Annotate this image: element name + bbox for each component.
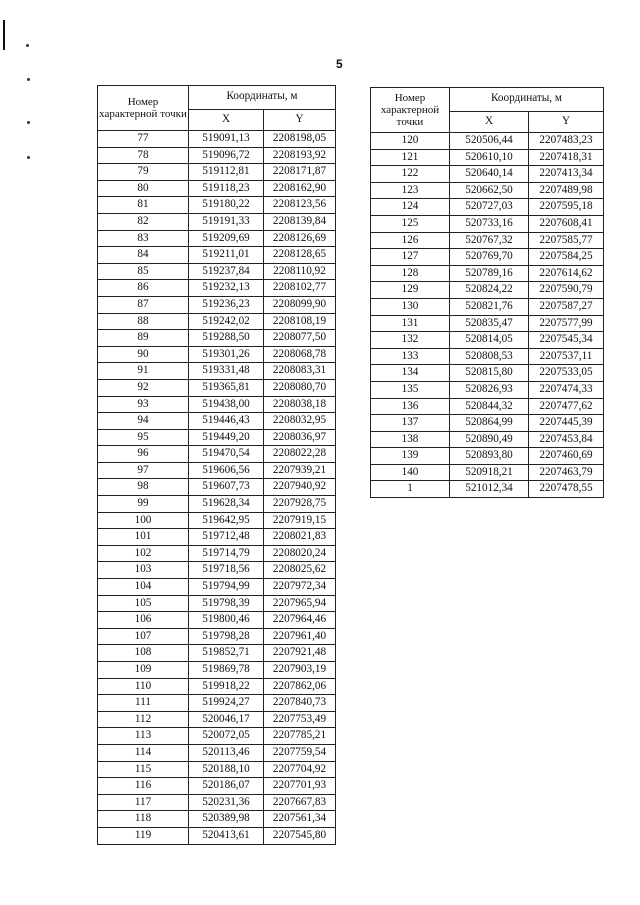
table-body-right xyxy=(371,133,604,498)
point-number-cell: 106 xyxy=(98,612,189,629)
table-row xyxy=(98,197,336,214)
table-row xyxy=(98,645,336,662)
table-row xyxy=(371,415,604,432)
point-number-cell: 131 xyxy=(371,315,450,332)
scan-margin-line xyxy=(3,20,5,50)
y-coordinate-cell: 2208123,56 xyxy=(264,197,336,214)
x-coordinate-cell: 520662,50 xyxy=(450,182,529,199)
x-coordinate-cell: 519718,56 xyxy=(189,562,264,579)
x-coordinate-cell: 519800,46 xyxy=(189,612,264,629)
y-coordinate-cell: 2207704,92 xyxy=(264,761,336,778)
x-coordinate-cell: 519798,28 xyxy=(189,628,264,645)
y-coordinate-cell: 2207533,05 xyxy=(529,365,604,382)
x-coordinate-cell: 519446,43 xyxy=(189,413,264,430)
x-coordinate-cell: 520918,21 xyxy=(450,464,529,481)
table-row xyxy=(98,247,336,264)
x-coordinate-cell: 519924,27 xyxy=(189,695,264,712)
x-coordinate-cell: 520727,03 xyxy=(450,199,529,216)
point-number-cell: 140 xyxy=(371,464,450,481)
table-row xyxy=(371,348,604,365)
table-row xyxy=(371,298,604,315)
y-coordinate-cell: 2207939,21 xyxy=(264,462,336,479)
x-coordinate-cell: 519118,23 xyxy=(189,180,264,197)
table-row xyxy=(98,761,336,778)
table-row xyxy=(371,232,604,249)
x-coordinate-cell: 520824,22 xyxy=(450,282,529,299)
y-coordinate-cell: 2208077,50 xyxy=(264,330,336,347)
y-coordinate-cell: 2208036,97 xyxy=(264,429,336,446)
point-number-cell: 118 xyxy=(98,811,189,828)
table-row xyxy=(371,199,604,216)
coordinates-table-left xyxy=(97,85,336,845)
point-number-cell: 102 xyxy=(98,545,189,562)
point-number-cell: 132 xyxy=(371,332,450,349)
point-number-cell: 120 xyxy=(371,133,450,150)
x-coordinate-cell: 519642,95 xyxy=(189,512,264,529)
y-coordinate-cell: 2207614,62 xyxy=(529,265,604,282)
table-row xyxy=(98,794,336,811)
y-coordinate-cell: 2208020,24 xyxy=(264,545,336,562)
table-row xyxy=(371,149,604,166)
y-coordinate-cell: 2207667,83 xyxy=(264,794,336,811)
x-coordinate-cell: 519301,26 xyxy=(189,346,264,363)
x-coordinate-cell: 519714,79 xyxy=(189,545,264,562)
x-coordinate-cell: 520413,61 xyxy=(189,827,264,844)
y-coordinate-cell: 2207477,62 xyxy=(529,398,604,415)
table-row xyxy=(98,662,336,679)
point-number-cell: 115 xyxy=(98,761,189,778)
y-coordinate-cell: 2207961,40 xyxy=(264,628,336,645)
table-row xyxy=(98,562,336,579)
point-number-cell: 95 xyxy=(98,429,189,446)
table-row xyxy=(98,612,336,629)
point-number-cell: 122 xyxy=(371,166,450,183)
point-number-cell: 104 xyxy=(98,579,189,596)
y-coordinate-cell: 2207840,73 xyxy=(264,695,336,712)
point-number-cell: 78 xyxy=(98,147,189,164)
point-number-cell: 91 xyxy=(98,363,189,380)
point-number-cell: 123 xyxy=(371,182,450,199)
point-number-cell: 121 xyxy=(371,149,450,166)
y-coordinate-cell: 2207919,15 xyxy=(264,512,336,529)
point-number-cell: 84 xyxy=(98,247,189,264)
point-number-cell: 119 xyxy=(98,827,189,844)
y-coordinate-cell: 2207862,06 xyxy=(264,678,336,695)
table-row xyxy=(98,529,336,546)
point-number-cell: 139 xyxy=(371,448,450,465)
x-coordinate-cell: 520610,10 xyxy=(450,149,529,166)
point-number-cell: 81 xyxy=(98,197,189,214)
x-coordinate-cell: 519096,72 xyxy=(189,147,264,164)
table-row xyxy=(98,147,336,164)
y-coordinate-cell: 2208032,95 xyxy=(264,413,336,430)
table-row xyxy=(98,479,336,496)
table-row xyxy=(98,728,336,745)
header-coordinates: Координаты, м xyxy=(450,88,604,112)
y-coordinate-cell: 2207590,79 xyxy=(529,282,604,299)
x-coordinate-cell: 519606,56 xyxy=(189,462,264,479)
point-number-cell: 94 xyxy=(98,413,189,430)
table-row xyxy=(371,464,604,481)
point-number-cell: 133 xyxy=(371,348,450,365)
table-row xyxy=(98,462,336,479)
table-row xyxy=(371,215,604,232)
x-coordinate-cell: 519331,48 xyxy=(189,363,264,380)
header-point-number: Номер характерной точки xyxy=(98,86,189,131)
table-row xyxy=(98,131,336,148)
x-coordinate-cell: 520893,80 xyxy=(450,448,529,465)
y-coordinate-cell: 2208198,05 xyxy=(264,131,336,148)
x-coordinate-cell: 520815,80 xyxy=(450,365,529,382)
point-number-cell: 79 xyxy=(98,164,189,181)
table-row xyxy=(371,365,604,382)
y-coordinate-cell: 2207928,75 xyxy=(264,496,336,513)
point-number-cell: 105 xyxy=(98,595,189,612)
y-coordinate-cell: 2208021,83 xyxy=(264,529,336,546)
table-row xyxy=(371,133,604,150)
point-number-cell: 82 xyxy=(98,213,189,230)
point-number-cell: 85 xyxy=(98,263,189,280)
table-row xyxy=(98,545,336,562)
point-number-cell: 135 xyxy=(371,381,450,398)
y-coordinate-cell: 2207785,21 xyxy=(264,728,336,745)
y-coordinate-cell: 2208139,84 xyxy=(264,213,336,230)
x-coordinate-cell: 520844,32 xyxy=(450,398,529,415)
x-coordinate-cell: 519237,84 xyxy=(189,263,264,280)
y-coordinate-cell: 2207587,27 xyxy=(529,298,604,315)
x-coordinate-cell: 519112,81 xyxy=(189,164,264,181)
point-number-cell: 111 xyxy=(98,695,189,712)
table-row xyxy=(98,827,336,844)
table-body-left xyxy=(98,131,336,845)
table-row xyxy=(98,595,336,612)
y-coordinate-cell: 2208193,92 xyxy=(264,147,336,164)
y-coordinate-cell: 2208110,92 xyxy=(264,263,336,280)
x-coordinate-cell: 520767,32 xyxy=(450,232,529,249)
x-coordinate-cell: 520733,16 xyxy=(450,215,529,232)
y-coordinate-cell: 2207489,98 xyxy=(529,182,604,199)
header-x: X xyxy=(189,109,264,130)
x-coordinate-cell: 520506,44 xyxy=(450,133,529,150)
x-coordinate-cell: 521012,34 xyxy=(450,481,529,498)
x-coordinate-cell: 520835,47 xyxy=(450,315,529,332)
point-number-cell: 107 xyxy=(98,628,189,645)
x-coordinate-cell: 519365,81 xyxy=(189,379,264,396)
y-coordinate-cell: 2208022,28 xyxy=(264,446,336,463)
y-coordinate-cell: 2208038,18 xyxy=(264,396,336,413)
point-number-cell: 126 xyxy=(371,232,450,249)
point-number-cell: 129 xyxy=(371,282,450,299)
point-number-cell: 110 xyxy=(98,678,189,695)
point-number-cell: 124 xyxy=(371,199,450,216)
scan-dot xyxy=(27,78,30,81)
y-coordinate-cell: 2207418,31 xyxy=(529,149,604,166)
point-number-cell: 103 xyxy=(98,562,189,579)
table-row xyxy=(98,296,336,313)
y-coordinate-cell: 2207608,41 xyxy=(529,215,604,232)
point-number-cell: 138 xyxy=(371,431,450,448)
x-coordinate-cell: 520231,36 xyxy=(189,794,264,811)
x-coordinate-cell: 520769,70 xyxy=(450,249,529,266)
y-coordinate-cell: 2207545,80 xyxy=(264,827,336,844)
x-coordinate-cell: 520389,98 xyxy=(189,811,264,828)
y-coordinate-cell: 2208068,78 xyxy=(264,346,336,363)
point-number-cell: 90 xyxy=(98,346,189,363)
x-coordinate-cell: 519288,50 xyxy=(189,330,264,347)
x-coordinate-cell: 520826,93 xyxy=(450,381,529,398)
table-row xyxy=(98,164,336,181)
x-coordinate-cell: 520890,49 xyxy=(450,431,529,448)
x-coordinate-cell: 519211,01 xyxy=(189,247,264,264)
y-coordinate-cell: 2208171,87 xyxy=(264,164,336,181)
x-coordinate-cell: 520864,99 xyxy=(450,415,529,432)
y-coordinate-cell: 2207445,39 xyxy=(529,415,604,432)
point-number-cell: 87 xyxy=(98,296,189,313)
table-row xyxy=(371,282,604,299)
table-row xyxy=(98,711,336,728)
x-coordinate-cell: 520821,76 xyxy=(450,298,529,315)
point-number-cell: 99 xyxy=(98,496,189,513)
x-coordinate-cell: 519628,34 xyxy=(189,496,264,513)
point-number-cell: 98 xyxy=(98,479,189,496)
x-coordinate-cell: 519242,02 xyxy=(189,313,264,330)
table-row xyxy=(371,398,604,415)
point-number-cell: 134 xyxy=(371,365,450,382)
point-number-cell: 86 xyxy=(98,280,189,297)
table-row xyxy=(98,579,336,596)
point-number-cell: 137 xyxy=(371,415,450,432)
x-coordinate-cell: 520072,05 xyxy=(189,728,264,745)
x-coordinate-cell: 519470,54 xyxy=(189,446,264,463)
x-coordinate-cell: 519918,22 xyxy=(189,678,264,695)
table-row xyxy=(98,230,336,247)
point-number-cell: 89 xyxy=(98,330,189,347)
point-number-cell: 130 xyxy=(371,298,450,315)
y-coordinate-cell: 2207964,46 xyxy=(264,612,336,629)
header-point-number: Номер характерной точки xyxy=(371,88,450,133)
point-number-cell: 83 xyxy=(98,230,189,247)
y-coordinate-cell: 2207595,18 xyxy=(529,199,604,216)
table-row xyxy=(98,330,336,347)
point-number-cell: 93 xyxy=(98,396,189,413)
x-coordinate-cell: 519798,39 xyxy=(189,595,264,612)
point-number-cell: 100 xyxy=(98,512,189,529)
table-row xyxy=(98,396,336,413)
point-number-cell: 117 xyxy=(98,794,189,811)
point-number-cell: 101 xyxy=(98,529,189,546)
header-coordinates: Координаты, м xyxy=(189,86,336,110)
table-row xyxy=(98,811,336,828)
y-coordinate-cell: 2207545,34 xyxy=(529,332,604,349)
x-coordinate-cell: 519712,48 xyxy=(189,529,264,546)
header-x: X xyxy=(450,111,529,132)
table-row xyxy=(98,263,336,280)
x-coordinate-cell: 519794,99 xyxy=(189,579,264,596)
point-number-cell: 92 xyxy=(98,379,189,396)
y-coordinate-cell: 2207413,34 xyxy=(529,166,604,183)
header-y: Y xyxy=(529,111,604,132)
x-coordinate-cell: 519191,33 xyxy=(189,213,264,230)
point-number-cell: 125 xyxy=(371,215,450,232)
x-coordinate-cell: 519209,69 xyxy=(189,230,264,247)
table-row xyxy=(371,315,604,332)
table-row xyxy=(371,381,604,398)
table-row xyxy=(371,332,604,349)
point-number-cell: 116 xyxy=(98,778,189,795)
x-coordinate-cell: 519449,20 xyxy=(189,429,264,446)
point-number-cell: 96 xyxy=(98,446,189,463)
y-coordinate-cell: 2207965,94 xyxy=(264,595,336,612)
y-coordinate-cell: 2207585,77 xyxy=(529,232,604,249)
point-number-cell: 136 xyxy=(371,398,450,415)
table-row xyxy=(98,213,336,230)
x-coordinate-cell: 520789,16 xyxy=(450,265,529,282)
y-coordinate-cell: 2207584,25 xyxy=(529,249,604,266)
table-row xyxy=(98,413,336,430)
point-number-cell: 1 xyxy=(371,481,450,498)
table-row xyxy=(98,313,336,330)
point-number-cell: 108 xyxy=(98,645,189,662)
table-row xyxy=(371,249,604,266)
x-coordinate-cell: 520808,53 xyxy=(450,348,529,365)
y-coordinate-cell: 2207474,33 xyxy=(529,381,604,398)
y-coordinate-cell: 2207701,93 xyxy=(264,778,336,795)
point-number-cell: 88 xyxy=(98,313,189,330)
point-number-cell: 109 xyxy=(98,662,189,679)
scan-dot xyxy=(27,121,30,124)
point-number-cell: 114 xyxy=(98,744,189,761)
table-row xyxy=(98,628,336,645)
y-coordinate-cell: 2207903,19 xyxy=(264,662,336,679)
y-coordinate-cell: 2207453,84 xyxy=(529,431,604,448)
point-number-cell: 128 xyxy=(371,265,450,282)
x-coordinate-cell: 520640,14 xyxy=(450,166,529,183)
y-coordinate-cell: 2207463,79 xyxy=(529,464,604,481)
scan-dot xyxy=(26,44,29,47)
table-row xyxy=(98,446,336,463)
x-coordinate-cell: 519091,13 xyxy=(189,131,264,148)
y-coordinate-cell: 2207940,92 xyxy=(264,479,336,496)
table-row xyxy=(98,512,336,529)
table-row xyxy=(371,481,604,498)
point-number-cell: 112 xyxy=(98,711,189,728)
scan-dot xyxy=(27,156,30,159)
table-row xyxy=(98,363,336,380)
y-coordinate-cell: 2207483,23 xyxy=(529,133,604,150)
table-row xyxy=(98,280,336,297)
table-row xyxy=(98,744,336,761)
y-coordinate-cell: 2207561,34 xyxy=(264,811,336,828)
table-row xyxy=(371,166,604,183)
y-coordinate-cell: 2208102,77 xyxy=(264,280,336,297)
table-row xyxy=(98,346,336,363)
coordinates-table-right xyxy=(370,87,604,498)
table-row xyxy=(371,182,604,199)
y-coordinate-cell: 2207753,49 xyxy=(264,711,336,728)
y-coordinate-cell: 2207972,34 xyxy=(264,579,336,596)
table-row xyxy=(371,265,604,282)
y-coordinate-cell: 2208128,65 xyxy=(264,247,336,264)
y-coordinate-cell: 2208108,19 xyxy=(264,313,336,330)
table-row xyxy=(98,695,336,712)
y-coordinate-cell: 2207478,55 xyxy=(529,481,604,498)
y-coordinate-cell: 2208083,31 xyxy=(264,363,336,380)
point-number-cell: 127 xyxy=(371,249,450,266)
point-number-cell: 77 xyxy=(98,131,189,148)
table-row xyxy=(98,678,336,695)
x-coordinate-cell: 519232,13 xyxy=(189,280,264,297)
point-number-cell: 113 xyxy=(98,728,189,745)
table-row xyxy=(98,379,336,396)
x-coordinate-cell: 519438,00 xyxy=(189,396,264,413)
y-coordinate-cell: 2207577,99 xyxy=(529,315,604,332)
x-coordinate-cell: 520186,07 xyxy=(189,778,264,795)
x-coordinate-cell: 519236,23 xyxy=(189,296,264,313)
y-coordinate-cell: 2208126,69 xyxy=(264,230,336,247)
table-row xyxy=(371,448,604,465)
y-coordinate-cell: 2208025,62 xyxy=(264,562,336,579)
header-y: Y xyxy=(264,109,336,130)
y-coordinate-cell: 2207921,48 xyxy=(264,645,336,662)
x-coordinate-cell: 520046,17 xyxy=(189,711,264,728)
point-number-cell: 80 xyxy=(98,180,189,197)
page-number: 5 xyxy=(336,57,343,71)
point-number-cell: 97 xyxy=(98,462,189,479)
x-coordinate-cell: 519607,73 xyxy=(189,479,264,496)
y-coordinate-cell: 2207537,11 xyxy=(529,348,604,365)
y-coordinate-cell: 2208099,90 xyxy=(264,296,336,313)
table-row xyxy=(98,496,336,513)
x-coordinate-cell: 519852,71 xyxy=(189,645,264,662)
y-coordinate-cell: 2207759,54 xyxy=(264,744,336,761)
table-row xyxy=(98,180,336,197)
y-coordinate-cell: 2207460,69 xyxy=(529,448,604,465)
y-coordinate-cell: 2208162,90 xyxy=(264,180,336,197)
x-coordinate-cell: 520814,05 xyxy=(450,332,529,349)
table-row xyxy=(371,431,604,448)
x-coordinate-cell: 520188,10 xyxy=(189,761,264,778)
table-row xyxy=(98,429,336,446)
x-coordinate-cell: 519180,22 xyxy=(189,197,264,214)
x-coordinate-cell: 520113,46 xyxy=(189,744,264,761)
y-coordinate-cell: 2208080,70 xyxy=(264,379,336,396)
x-coordinate-cell: 519869,78 xyxy=(189,662,264,679)
table-row xyxy=(98,778,336,795)
